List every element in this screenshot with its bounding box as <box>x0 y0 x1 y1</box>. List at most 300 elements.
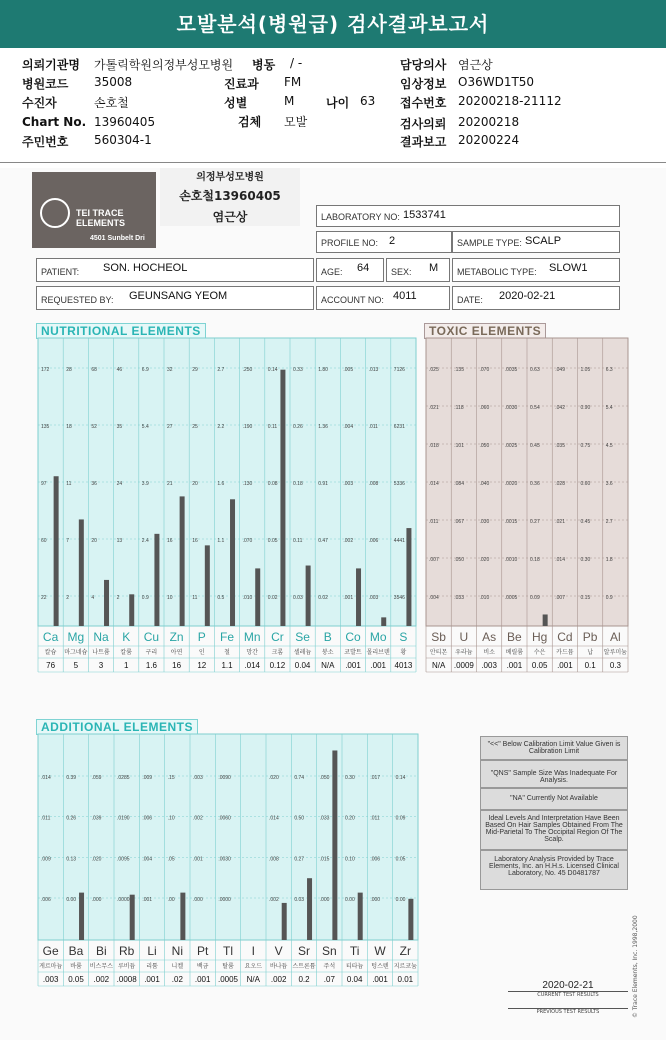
element-korean: 카드뮴 <box>556 650 574 656</box>
element-korean: 칼슘 <box>44 650 57 656</box>
element-value: 5 <box>73 661 79 670</box>
age-label: 나이 <box>326 96 350 110</box>
scale-label: .009 <box>142 775 153 781</box>
scale-label: 29 <box>192 367 198 373</box>
element-value: 4013 <box>394 661 413 670</box>
scale-label: .028 <box>555 481 565 487</box>
element-korean: 비스무스 <box>89 964 113 970</box>
element-symbol: V <box>274 944 283 958</box>
element-value: .001 <box>557 661 573 670</box>
scale-label: 0.15 <box>580 595 591 601</box>
scale-label: .014 <box>429 481 439 487</box>
scale-label: .002 <box>343 538 354 544</box>
element-value: .02 <box>171 975 183 984</box>
element-korean: 철 <box>224 650 230 656</box>
element-symbol: Pb <box>582 630 598 644</box>
element-symbol: Se <box>295 630 310 644</box>
scale-label: 0.20 <box>345 815 355 822</box>
element-korean: 망간 <box>246 650 258 656</box>
scale-label: .018 <box>429 443 439 449</box>
specimen-label: 검체 <box>238 115 262 129</box>
element-korean: 수은 <box>533 650 546 656</box>
patient-label: 수진자 <box>22 96 57 110</box>
scale-label: 0.91 <box>318 481 328 487</box>
scale-label: 0.33 <box>293 367 303 373</box>
scale-label: 0.18 <box>293 481 303 487</box>
scale-label: .004 <box>142 856 153 863</box>
legend-calibration: "<<" Below Calibration Limit Value Given is Calibration Limit <box>480 736 628 760</box>
element-korean: 비소 <box>483 650 495 656</box>
scale-label: .006 <box>41 897 51 903</box>
element-korean: 코발트 <box>344 650 362 656</box>
element-value: .001 <box>144 975 160 984</box>
element-korean: 요오드 <box>244 964 263 970</box>
scale-label: 97 <box>41 481 47 487</box>
dept-label: 진료과 <box>224 77 259 91</box>
scale-label: 0.14 <box>267 367 278 373</box>
scale-label: 16 <box>192 538 198 544</box>
logo-address: 4501 Sunbelt Dri <box>90 235 145 242</box>
scale-label: 0.47 <box>318 538 328 544</box>
scale-label: .050 <box>454 557 464 563</box>
scale-label: .118 <box>454 405 464 411</box>
scale-label: 36 <box>91 481 97 487</box>
element-value: .002 <box>93 975 110 984</box>
toxic-title: TOXIC ELEMENTS <box>424 323 546 339</box>
scale-label: .05 <box>167 856 175 863</box>
scale-label: 0.30 <box>345 775 355 781</box>
scale-label: .042 <box>555 405 565 411</box>
stamp-patient: 손호철13960405 <box>179 189 281 203</box>
legend-qns: "QNS" Sample Size Was Inadequate For Analysis. <box>480 760 628 788</box>
scale-label: .006 <box>368 538 379 544</box>
element-value: 76 <box>46 661 56 670</box>
scale-label: 0.26 <box>66 815 77 822</box>
scale-label: .0000 <box>218 897 231 903</box>
scale-label: 3.6 <box>605 481 613 487</box>
element-symbol: Ni <box>171 944 184 958</box>
element-value: .001 <box>194 975 211 984</box>
scale-label: 25 <box>192 424 198 430</box>
scale-label: .014 <box>41 775 51 781</box>
profile-value: 2 <box>389 235 396 247</box>
scale-label: 6.3 <box>605 367 613 373</box>
bar-p <box>205 545 210 626</box>
scale-label: .021 <box>429 405 439 411</box>
element-korean: 셀레늄 <box>293 650 312 656</box>
lab-patient-label: PATIENT: <box>41 267 80 277</box>
scale-label: .033 <box>454 595 464 601</box>
element-korean: 바나듐 <box>269 964 288 970</box>
element-korean: 안티몬 <box>429 650 448 656</box>
sample-label: SAMPLE TYPE: <box>457 238 522 248</box>
scale-label: .0030 <box>218 856 231 863</box>
scale-label: 2.2 <box>217 424 225 430</box>
dept-value: FM <box>284 75 302 89</box>
scale-label: 13 <box>116 538 123 544</box>
scale-label: 0.02 <box>267 595 278 601</box>
scale-label: .135 <box>454 367 464 373</box>
scale-label: 3.9 <box>141 481 149 487</box>
scale-label: .020 <box>479 557 490 563</box>
scale-label: 20 <box>91 538 97 544</box>
scale-label: 21 <box>167 481 173 487</box>
scale-label: 0.36 <box>530 481 540 487</box>
element-value: .0005 <box>217 975 239 984</box>
scale-label: .0015 <box>504 519 518 525</box>
element-symbol: Be <box>507 630 522 644</box>
scale-label: .0060 <box>218 815 231 822</box>
element-symbol: Mn <box>243 630 261 644</box>
stamp-doctor: 염근상 <box>212 210 248 224</box>
element-korean: 지르코늄 <box>393 964 417 970</box>
scale-label: 3546 <box>393 595 405 601</box>
element-symbol: P <box>197 630 206 644</box>
hospital-code-value: 35008 <box>94 75 133 89</box>
scale-label: 0.75 <box>580 443 591 449</box>
bar-cr <box>280 370 285 626</box>
scale-label: 0.30 <box>580 557 591 563</box>
element-korean: 니켈 <box>171 964 184 970</box>
scale-label: 2.7 <box>605 519 613 525</box>
scale-label: 0.60 <box>580 481 591 487</box>
scale-label: .130 <box>242 481 253 487</box>
scale-label: .0190 <box>117 815 130 822</box>
scale-label: .003 <box>343 481 354 487</box>
scale-label: .011 <box>368 424 378 430</box>
element-symbol: Zr <box>399 944 411 958</box>
scale-label: 0.45 <box>580 519 591 525</box>
element-korean: 칼륨 <box>120 650 132 656</box>
scale-label: 0.00 <box>395 897 406 903</box>
toxic-chart <box>426 338 628 672</box>
scale-label: .190 <box>242 424 253 430</box>
legend-na: "NA" Currently Not Available <box>480 788 628 810</box>
scale-label: .006 <box>142 815 153 822</box>
scale-label: .049 <box>555 367 565 373</box>
scale-label: 0.9 <box>605 595 613 601</box>
scale-label: 46 <box>116 367 123 373</box>
current-results <box>508 980 628 998</box>
scale-label: 2 <box>116 595 120 601</box>
scale-label: .035 <box>555 443 565 449</box>
scale-label: 1.6 <box>217 481 225 487</box>
previous-label: PREVIOUS TEST RESULTS <box>508 1008 628 1015</box>
scale-label: 11 <box>192 595 198 601</box>
element-symbol: Ba <box>68 944 84 958</box>
patient-value: 손호철 <box>94 96 129 110</box>
scale-label: .0000 <box>117 897 130 903</box>
scale-label: .007 <box>555 595 565 601</box>
bar-cu <box>154 534 159 626</box>
element-korean: 백금 <box>196 964 209 970</box>
element-symbol: Li <box>147 944 157 958</box>
bar-fe <box>230 499 235 626</box>
element-value: 1 <box>123 661 129 670</box>
scale-label: 7 <box>66 538 69 544</box>
scale-label: 1.36 <box>318 424 328 430</box>
element-korean: 황 <box>400 650 407 656</box>
scale-label: .000 <box>193 897 203 903</box>
scale-label: .014 <box>555 557 565 563</box>
scale-label: .003 <box>368 595 379 601</box>
element-value: 0.3 <box>609 661 621 670</box>
element-value: 0.01 <box>397 975 414 984</box>
result-label: 결과보고 <box>400 135 447 149</box>
element-korean: 붕소 <box>322 650 334 656</box>
scale-label: .003 <box>193 775 203 781</box>
element-value: 0.12 <box>269 661 286 670</box>
scale-label: 22 <box>41 595 47 601</box>
rrn-value: 560304-1 <box>94 133 152 147</box>
scale-label: .006 <box>370 856 381 863</box>
requested-value: GEUNSANG YEOM <box>129 290 228 302</box>
scale-label: 0.26 <box>293 424 303 430</box>
scale-label: 28 <box>66 367 72 373</box>
element-korean: 리튬 <box>146 964 158 970</box>
scale-label: .10 <box>167 815 175 822</box>
sex-value: M <box>284 94 295 108</box>
bar-sr <box>307 878 312 940</box>
scale-label: .010 <box>242 595 253 601</box>
scale-label: 0.45 <box>530 443 540 449</box>
element-korean: 우라늄 <box>455 650 473 656</box>
ward-label: 병동 <box>252 58 276 72</box>
element-symbol: Rb <box>118 944 135 958</box>
scale-label: .014 <box>269 815 279 822</box>
scale-label: 0.00 <box>66 897 77 903</box>
element-symbol: B <box>323 630 332 644</box>
scale-label: 5.4 <box>141 424 149 430</box>
chart-value: 13960405 <box>94 115 156 129</box>
scale-label: 16 <box>167 538 173 544</box>
scale-label: .001 <box>343 595 354 601</box>
element-korean: 구리 <box>145 650 158 656</box>
scale-label: .0035 <box>504 367 518 373</box>
age-value: 63 <box>360 94 376 108</box>
element-korean: 텅스텐 <box>371 964 389 970</box>
element-value: 1.6 <box>145 661 157 670</box>
scale-label: 0.03 <box>293 595 303 601</box>
scale-label: 7126 <box>393 367 405 373</box>
scale-label: .00 <box>167 897 175 903</box>
institution-value: 가톨릭학원의정부성모병원 <box>94 58 234 72</box>
ward-value: / - <box>290 56 303 70</box>
element-korean: 루비듐 <box>117 964 136 970</box>
scale-label: 0.27 <box>294 856 305 863</box>
element-symbol: U <box>459 630 469 644</box>
element-value: .014 <box>244 661 260 670</box>
chart-label: Chart No. <box>22 115 87 129</box>
element-korean: 베릴륨 <box>505 650 524 656</box>
doctor-label: 담당의사 <box>400 58 447 72</box>
additional-chart <box>38 734 418 986</box>
scale-label: .015 <box>319 856 330 863</box>
element-value: 0.05 <box>68 975 84 984</box>
element-symbol: Ca <box>42 630 59 644</box>
lab-no-value: 1533741 <box>403 209 446 221</box>
element-symbol: Al <box>610 630 621 644</box>
scale-label: 0.09 <box>530 595 540 601</box>
scale-label: .008 <box>269 856 279 863</box>
lab-age-value: 64 <box>357 262 370 274</box>
element-value: 0.2 <box>298 975 310 984</box>
request-label: 검사의뢰 <box>400 117 447 131</box>
element-value: 0.05 <box>531 661 548 670</box>
bar-k <box>129 594 134 626</box>
element-value: .001 <box>345 661 361 670</box>
lab-age-label: AGE: <box>321 267 343 277</box>
copyright: © Trace Elements, Inc. 1998,2000 <box>632 915 639 1018</box>
element-symbol: Sn <box>321 944 337 958</box>
element-symbol: Pt <box>196 944 209 958</box>
scale-label: .017 <box>370 775 381 781</box>
specimen-value: 모발 <box>284 115 308 129</box>
date-value: 2020-02-21 <box>499 290 556 302</box>
scale-label: 27 <box>167 424 173 430</box>
scale-label: 68 <box>91 367 97 373</box>
profile-label: PROFILE NO: <box>321 238 379 248</box>
scale-label: .0005 <box>504 595 518 601</box>
scale-label: 2 <box>66 595 69 601</box>
bar-ni <box>180 893 185 940</box>
scale-label: .004 <box>343 424 354 430</box>
institution-label: 의뢰기관명 <box>22 58 80 72</box>
scale-label: .0010 <box>504 557 518 563</box>
element-symbol: K <box>122 630 131 644</box>
scale-label: 0.13 <box>66 856 77 863</box>
bar-s <box>406 528 411 626</box>
scale-label: .067 <box>454 519 464 525</box>
scale-label: .020 <box>91 856 102 863</box>
scale-label: 0.05 <box>395 856 406 863</box>
scale-label: .0020 <box>504 481 518 487</box>
bar-rb <box>130 895 135 940</box>
scale-label: 0.09 <box>395 815 406 822</box>
element-value: .001 <box>506 661 523 670</box>
bar-hg <box>543 614 548 626</box>
scale-label: 0.63 <box>530 367 540 373</box>
legend-ideal: Ideal Levels And Interpretation Have Been Based On Hair Samples Obtained From The Mid-Parietal To The Occipital Region Of The Scalp. <box>480 810 628 850</box>
scale-label: 1.8 <box>605 557 613 563</box>
rrn-label: 주민번호 <box>22 135 69 149</box>
scale-label: 24 <box>116 481 123 487</box>
scale-label: 5.4 <box>605 405 613 411</box>
scale-label: .039 <box>91 815 102 822</box>
scale-label: 2.4 <box>141 538 149 544</box>
scale-label: .010 <box>479 595 490 601</box>
element-value: .002 <box>270 975 287 984</box>
scale-label: 4441 <box>393 538 405 544</box>
bar-zn <box>180 496 185 626</box>
scale-label: 5336 <box>393 481 405 487</box>
scale-label: 0.9 <box>141 595 149 601</box>
lab-patient-value: SON. HOCHEOL <box>103 262 188 274</box>
scale-label: 0.50 <box>294 815 305 822</box>
element-korean: 바륨 <box>70 964 82 970</box>
element-symbol: Mg <box>67 630 85 644</box>
element-value: .001 <box>372 975 388 984</box>
scale-label: .059 <box>91 775 102 781</box>
stamp-hospital: 의정부성모병원 <box>196 172 264 183</box>
element-korean: 나트륨 <box>92 650 110 656</box>
scale-label: 1.05 <box>580 367 591 373</box>
bar-ti <box>358 893 363 940</box>
bar-se <box>306 566 311 626</box>
sex-label: 성별 <box>224 96 248 110</box>
bar-co <box>356 568 361 626</box>
receipt-label: 접수번호 <box>400 96 447 110</box>
scale-label: 0.74 <box>294 775 305 781</box>
scale-label: 0.39 <box>66 775 77 781</box>
scale-label: .020 <box>269 775 279 781</box>
element-symbol: Na <box>93 630 109 644</box>
element-korean: 주석 <box>323 964 336 970</box>
metabolic-value: SLOW1 <box>549 262 588 274</box>
scale-label: .005 <box>343 367 354 373</box>
scale-label: .0025 <box>504 443 518 449</box>
element-symbol: Cr <box>271 630 284 644</box>
scale-label: .0095 <box>117 856 130 863</box>
bar-v <box>282 903 287 940</box>
element-symbol: Tl <box>223 944 233 958</box>
logo-name: TEI TRACE ELEMENTS <box>76 208 126 228</box>
receipt-value: 20200218-21112 <box>458 94 562 108</box>
scale-label: 35 <box>116 424 123 430</box>
element-value: 16 <box>172 661 182 670</box>
legend-lab: Laboratory Analysis Provided by Trace Elements, Inc. an H.H.s. Licensed Clinical Laboratory, No. 45 D0481787 <box>480 850 628 890</box>
scale-label: 4.5 <box>605 443 613 449</box>
scale-label: .0090 <box>218 775 231 781</box>
request-value: 20200218 <box>458 115 520 129</box>
scale-label: .101 <box>454 443 464 449</box>
element-value: 0.04 <box>294 661 311 670</box>
scale-label: .000 <box>370 897 381 903</box>
current-label: CURRENT TEST RESULTS <box>508 991 628 998</box>
lab-sex-value: M <box>429 262 439 274</box>
hospital-code-label: 병원코드 <box>22 77 69 91</box>
bar-sn <box>332 750 337 940</box>
element-value: 3 <box>98 661 104 670</box>
report-title: 모발분석(병원급) 검사결과보고서 <box>0 0 666 48</box>
scale-label: .001 <box>142 897 153 903</box>
scale-label: .030 <box>479 519 490 525</box>
element-value: 12 <box>197 661 207 670</box>
element-value: .0009 <box>453 661 474 670</box>
element-value: 1.1 <box>221 661 233 670</box>
account-value: 4011 <box>393 290 417 302</box>
scale-label: 0.5 <box>217 595 225 601</box>
scale-label: 0.90 <box>580 405 591 411</box>
scale-label: .025 <box>429 367 439 373</box>
element-symbol: Cu <box>143 630 160 644</box>
scale-label: .007 <box>429 557 439 563</box>
element-value: .003 <box>481 661 497 670</box>
scale-label: .084 <box>454 481 464 487</box>
element-symbol: Sr <box>298 944 310 958</box>
scale-label: 32 <box>167 367 173 373</box>
scale-label: .070 <box>479 367 490 373</box>
bar-ca <box>54 476 59 626</box>
scale-label: 0.27 <box>530 519 540 525</box>
scale-label: 11 <box>66 481 72 487</box>
element-korean: 탈륨 <box>222 964 234 970</box>
element-symbol: Fe <box>219 630 235 644</box>
scale-label: 0.18 <box>530 557 540 563</box>
element-value: 0.04 <box>346 975 363 984</box>
scale-label: .033 <box>319 815 330 822</box>
scale-label: .050 <box>319 775 330 781</box>
